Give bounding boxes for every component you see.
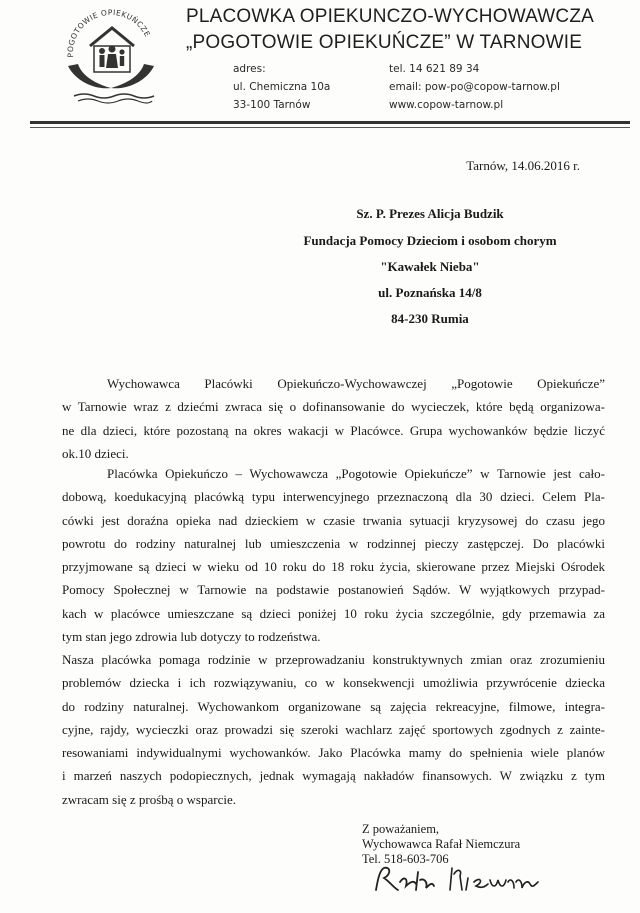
text-line: zwracam się z prośbą o wsparcie. xyxy=(62,791,236,807)
postal-address xyxy=(233,60,330,114)
organization-name-line2: „POGOTOWIE OPIEKUŃCZE” W TARNOWIE xyxy=(186,32,583,53)
address-street: ul. Chemiczna 10a xyxy=(233,81,331,93)
logo-arc-text: POGOTOWIE OPIEKUŃCZE xyxy=(65,7,153,58)
text-line: cówki jest doraźna opieka nad dzieckiem w czasie trwania sytuacji kryzysowej do czasu jego xyxy=(62,512,605,528)
address-label: adres: xyxy=(233,63,266,75)
text-line: Placówka Opiekuńczo – Wychowawcza „Pogotowie Opiekuńcze” w Tarnowie jest cało- xyxy=(107,466,605,481)
contact-details xyxy=(389,60,560,114)
text-line: ok.10 dzieci. xyxy=(62,445,129,461)
text-line: dobową, koedukacyjną placówką typu interwencyjnego przeznaczoną dla 30 dzieci. Celem Pla- xyxy=(62,489,605,505)
header-divider-thin xyxy=(30,127,630,128)
address-city: 33-100 Tarnów xyxy=(233,99,311,111)
paragraph-institution-description xyxy=(62,462,605,648)
recipient-city: 84-230 Rumia xyxy=(391,311,469,326)
closing-greeting: Z poważaniem, xyxy=(362,822,440,836)
recipient-organization: Fundacja Pomocy Dzieciom i osobom chorym xyxy=(303,233,557,248)
text-line: tym stan jego zdrowia lub dotyczy to rodzeństwa. xyxy=(62,629,321,645)
text-line: kach w placówce umieszczane są dzieci poniżej 10 roku życia szczególnie, gdy przemawia za xyxy=(62,605,605,621)
text-line: cyjne, rajdy, wycieczki oraz prowadzi się szeroki wachlarz zajęć sportowych zgodnych z zainte- xyxy=(62,721,605,737)
contact-website: www.copow-tarnow.pl xyxy=(389,99,504,111)
paragraph-support-request xyxy=(62,648,605,811)
text-line: w Tarnowie wraz z dziećmi zwraca się o dofinansowanie do wycieczek, które będą organizowa- xyxy=(62,399,605,415)
signer-phone: Tel. 518-603-706 xyxy=(362,852,449,866)
text-line: powrotu do rodziny naturalnej lub umieszczenia w rodzinnej pieczy zastępczej. Do placówki xyxy=(62,535,605,551)
text-line: Wychowawca Placówki Opiekuńczo-Wychowawczej „Pogotowie Opiekuńcze” xyxy=(107,376,605,391)
header-divider-thick xyxy=(30,121,630,124)
paragraph-request xyxy=(62,372,605,465)
signer-name: Wychowawca Rafał Niemczura xyxy=(362,837,521,851)
recipient-street: ul. Poznańska 14/8 xyxy=(378,285,482,300)
recipient-name: Sz. P. Prezes Alicja Budzik xyxy=(356,206,504,221)
text-line: Nasza placówka pomaga rodzinie w przeprowadzaniu konstruktywnych zmian oraz zrozumieniu xyxy=(62,652,605,667)
text-line: ne dla dzieci, które pozostaną na okres wakacji w Placówce. Grupa wychowanków będzie liczyć xyxy=(62,422,605,438)
text-line: i marzeń naszych podopiecznych, jednak wymagają nakładów finansowych. W związku z tym xyxy=(62,768,605,784)
text-line: Pomocy Społecznej w Tarnowie na podstawie postanowień Sądów. W wyjątkowych przypad- xyxy=(62,582,605,598)
recipient-organization-name: "Kawałek Nieba" xyxy=(380,259,480,274)
text-line: problemów dziecka i ich rozwiązywaniu, co w konsekwencji umożliwia przywrócenie dziecka xyxy=(62,675,605,691)
contact-phone: tel. 14 621 89 34 xyxy=(389,63,480,75)
organization-name-line1: PLACOWKA OPIEKUNCZO-WYCHOWAWCZA xyxy=(186,6,595,27)
letter-date: Tarnów, 14.06.2016 r. xyxy=(466,158,580,173)
contact-email: email: pow-po@copow-tarnow.pl xyxy=(389,81,560,93)
institution-logo xyxy=(56,4,166,104)
text-line: przyjmowane są dzieci w wieku od 10 roku do 18 roku życia, skierowane przez Miejski Ośrodek xyxy=(62,559,605,575)
text-line: resowaniami indywidualnymi wychowanków. Jako Placówka mamy do spełnienia wiele planów xyxy=(62,745,605,761)
text-line: do rodziny naturalnej. Wychowankom organizowane są zajęcia rekreacyjne, filmowe, integra- xyxy=(62,698,605,714)
handwritten-signature xyxy=(370,860,560,896)
